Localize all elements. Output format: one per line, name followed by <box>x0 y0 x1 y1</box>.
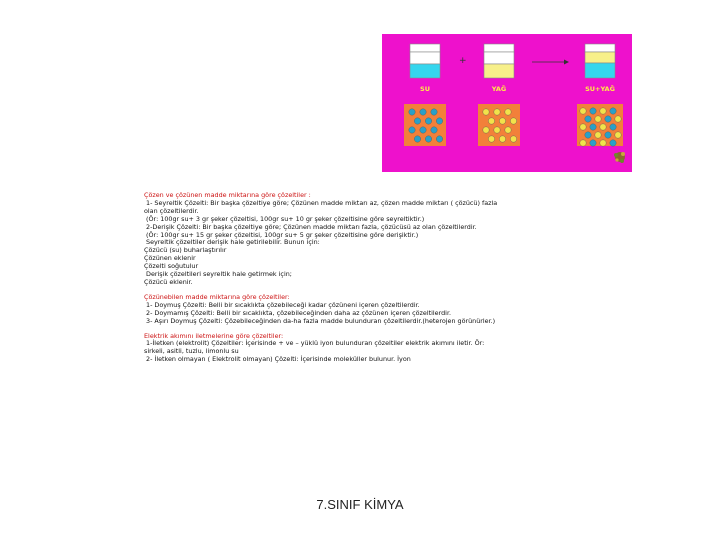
text-line: (Ör: 100gr su+ 3 gr şeker çözeltisi, 100gr su+ 10 gr şeker çözeltisine göre seyreltiktir.) <box>144 214 425 223</box>
text-line: sirkeli, asitli, tuzlu, limonlu su <box>144 347 239 356</box>
text-line: Çözücü (su) buharlaştırılır <box>144 246 227 255</box>
beaker-label-oil: YAĞ <box>491 85 507 93</box>
particle-dot <box>499 118 505 124</box>
beaker-water <box>410 44 440 78</box>
particle-dot <box>610 140 616 146</box>
particle-dot <box>580 124 586 130</box>
particle-dot <box>505 127 511 133</box>
particle-dot <box>420 127 426 133</box>
particle-dot <box>610 108 616 114</box>
text-line: Derişik çözeltileri seyreltik hale getirmek için; <box>144 270 292 279</box>
particle-dot <box>590 108 596 114</box>
beaker-label-water-oil: SU+YAĞ <box>585 85 615 93</box>
section-conductivity <box>144 333 584 365</box>
particle-dot <box>436 118 442 124</box>
particle-dot <box>510 136 516 142</box>
section-heading: Elektrik akımını iletmelerine göre çözeltiler: <box>144 331 284 340</box>
text-line: olan çözeltilerdir. <box>144 206 199 215</box>
particle-dot <box>414 118 420 124</box>
section-concentration <box>144 192 584 287</box>
text-line: Seyreltik çözeltiler derişik hale getirilebilir. Bunun için: <box>144 238 320 247</box>
particle-dot <box>595 132 601 138</box>
particle-dot <box>580 108 586 114</box>
particle-dot <box>494 109 500 115</box>
text-line: 1- Doymuş Çözelti: Belli bir sıcaklıkta çözebileceği kadar çözüneni içeren çözeltilerdir. <box>144 300 420 309</box>
particle-dot <box>510 118 516 124</box>
molecule-icon <box>614 152 625 163</box>
particle-dot <box>436 136 442 142</box>
particle-dot <box>420 109 426 115</box>
particle-dot <box>409 109 415 115</box>
particle-dot <box>600 124 606 130</box>
particle-dot <box>590 124 596 130</box>
text-line: 1- Seyreltik Çözelti: Bir başka çözeltiye göre; Çözünen madde miktarı az, çözen madde miktarı ( çözücü) fazla <box>144 198 498 207</box>
text-line: Çözücü eklenir. <box>144 277 193 286</box>
particle-dot <box>409 127 415 133</box>
particle-dot <box>605 132 611 138</box>
particle-dot <box>494 127 500 133</box>
text-line: Çözelti soğutulur <box>144 262 199 271</box>
particle-dot <box>431 109 437 115</box>
particle-dot <box>425 136 431 142</box>
beaker-label-water: SU <box>420 85 430 93</box>
particle-dot <box>483 127 489 133</box>
particle-dot <box>580 140 586 146</box>
section-heading: Çözen ve çözünen madde miktarına göre çözeltiler : <box>144 191 311 199</box>
beaker-oil <box>484 44 514 78</box>
particle-dot <box>585 132 591 138</box>
arrow-icon <box>532 60 569 65</box>
slide-footer: 7.SINIF KİMYA <box>316 497 404 512</box>
particle-dot <box>615 132 621 138</box>
particle-dot <box>585 116 591 122</box>
particle-dot <box>600 140 606 146</box>
particle-dot <box>483 109 489 115</box>
section-solubility <box>144 294 584 326</box>
particle-dot <box>595 116 601 122</box>
particle-dot <box>499 136 505 142</box>
text-line: Çözünen eklenir <box>144 254 196 263</box>
plus-icon: + <box>459 56 467 66</box>
text-line: 3- Aşırı Doymuş Çözelti: Çözebileceğinden da-ha fazla madde bulunduran çözeltilerdir.(heterojen görünürler.) <box>144 316 496 325</box>
section-body <box>144 302 584 326</box>
text-line: (Ör: 100gr su+ 15 gr şeker çözeltisi, 100gr su+ 5 gr şeker çözeltisine göre derişiktir.) <box>144 230 419 239</box>
particle-dot <box>610 124 616 130</box>
particle-dot <box>425 118 431 124</box>
particle-dot <box>414 136 420 142</box>
particle-dot <box>615 116 621 122</box>
text-line: 1-İletken (elektrolit) Çözeltiler: İçerisinde + ve – yüklü iyon bulunduran çözeltiler elektrik akımını iletir. Ör: <box>144 339 485 348</box>
beaker-water-oil <box>585 44 615 78</box>
particle-dot <box>505 109 511 115</box>
section-body <box>144 200 584 287</box>
solution-illustration <box>382 34 632 172</box>
illustration-canvas <box>382 34 632 172</box>
particle-dot <box>431 127 437 133</box>
text-line: 2-Derişik Çözelti: Bir başka çözeltiye göre; Çözünen madde miktarı fazla, çözücüsü az olan çözeltilerdir. <box>144 222 477 231</box>
chemistry-notes <box>144 192 584 371</box>
text-line: 2- Doymamış Çözelti: Belli bir sıcaklıkta, çözebileceğinden daha az çözünen içeren çözeltilerdir. <box>144 308 452 317</box>
section-heading: Çözünebilen madde miktarına göre çözeltiler: <box>144 292 290 301</box>
particle-dot <box>488 136 494 142</box>
text-line: 2- İletken olmayan ( Elektrolit olmayan) Çözelti: İçerisinde moleküller bulunur. İyon <box>144 355 411 364</box>
particle-dot <box>605 116 611 122</box>
particle-dot <box>590 140 596 146</box>
particle-dot <box>488 118 494 124</box>
particle-dot <box>600 108 606 114</box>
section-body <box>144 340 584 364</box>
